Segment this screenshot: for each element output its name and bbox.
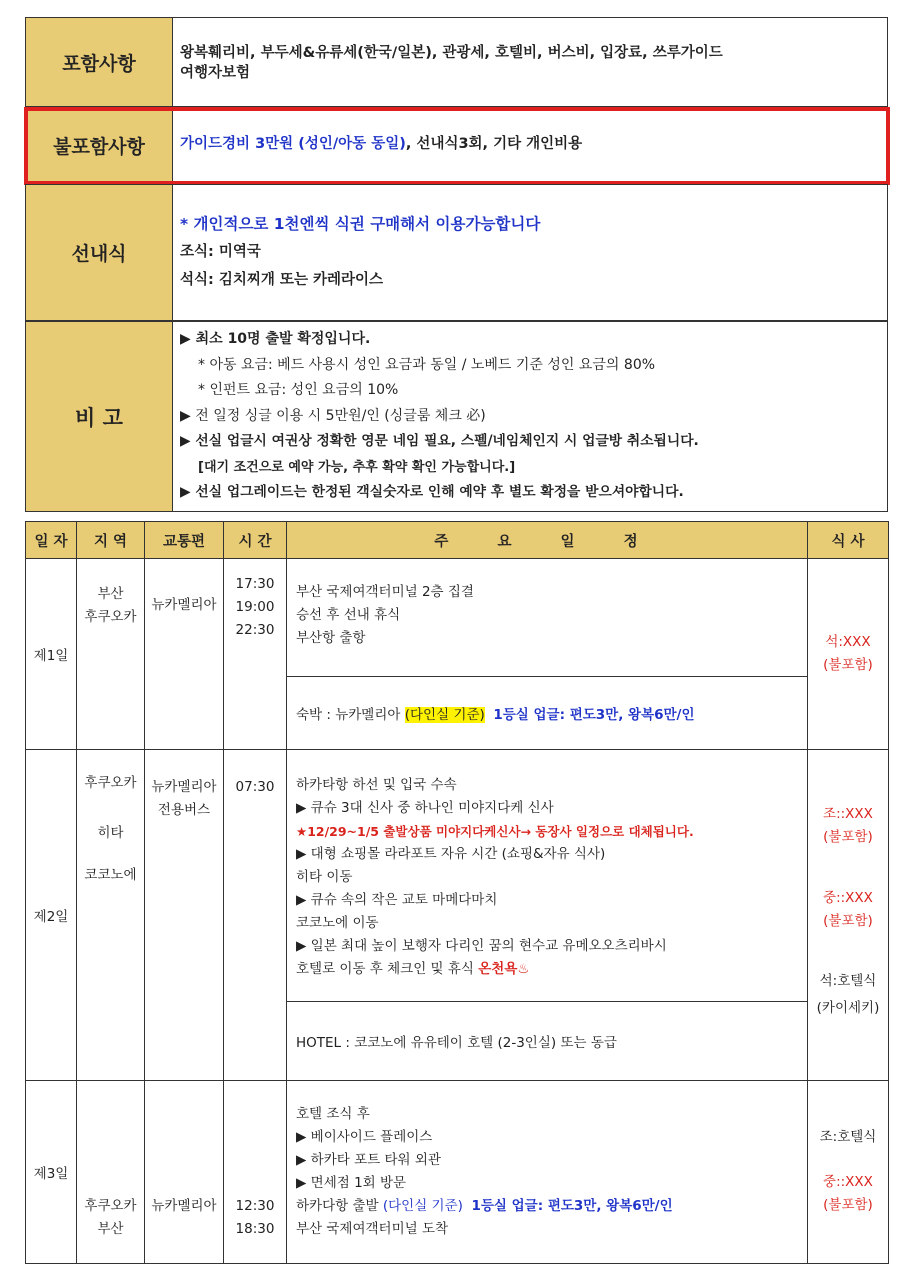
day2-meal-lunch: 중::XXX [823,890,873,906]
plan-line: ▶ 대형 쇼핑몰 라라포트 자유 시간 (쇼핑&자유 식사) [296,846,606,862]
day2-transport-2: 전용버스 [157,802,211,818]
day2-meal-dinner-type: (카이세키) [816,1000,880,1016]
plan-line [296,1195,807,1218]
day3-row [26,1081,889,1264]
plan-line: 부산 국제여객터미널 도착 [296,1221,449,1237]
excluded-label: 불포함사항 [26,108,173,183]
day1-meal [808,559,889,750]
day2-plan [287,750,808,1002]
remark-line: ▶ 전 일정 싱글 이용 시 5만원/인 (싱글룸 체크 必) [180,407,486,424]
day1-time: 19:00 [235,599,275,615]
day1-stay-prefix: 숙박 : 뉴카멜리아 [296,706,405,723]
day2-time: 07:30 [224,750,287,1081]
day3-region-1: 후쿠오카 [84,1198,137,1214]
plan-line: 부산 국제여객터미널 2층 집결 [296,584,474,600]
ship-meal-note: * 개인적으로 1천엔씩 식권 구매해서 이용가능합니다 [180,215,541,233]
plan-line: ▶ 큐슈 속의 작은 교토 마메다마치 [296,892,498,908]
included-box [25,17,888,107]
day3-region [77,1081,145,1264]
remarks-box [25,321,888,512]
day2-meal-dinner: 석:호텔식 [819,973,877,989]
ship-meal-text [180,210,881,294]
ship-meal-box [25,184,888,321]
day1-region [77,559,145,750]
day1-region-1: 부산 [97,586,124,602]
plan-line: ▶ 하카타 포트 타워 외관 [296,1152,441,1168]
header-meal: 식 사 [808,522,889,559]
plan-line: 승선 후 선내 휴식 [296,607,401,623]
plan-line: 하카타항 하선 및 입국 수속 [296,777,457,793]
remark-line: [대기 조건으로 예약 가능, 추후 확약 확인 가능합니다.] [198,459,516,475]
day1-region-2: 후쿠오카 [84,609,137,625]
header-region: 지 역 [77,522,145,559]
plan-line: ▶ 베이사이드 플레이스 [296,1129,433,1145]
day3-meal-lunch-excluded: (불포함) [823,1197,873,1213]
plan-line-notice: ★12/29~1/5 출발상품 미야지다케신사→ 동장사 일정으로 대체됩니다. [296,824,694,839]
included-text [180,42,881,85]
day2-region-3: 코코노에 [84,867,137,883]
ship-meal-breakfast: 조식: 미역국 [180,244,261,260]
ship-meal-dinner: 석식: 김치찌개 또는 카레라이스 [180,272,384,288]
included-label: 포함사항 [26,18,173,106]
day1-label: 제1일 [26,559,77,750]
day3-plan [287,1081,808,1264]
day2-plan9-prefix: 호텔로 이동 후 체크인 및 휴식 [296,961,479,977]
day3-plan5-room: (다인실 기준) [382,1198,463,1214]
plan-line: 코코노에 이동 [296,915,379,931]
day3-times [224,1081,287,1264]
day3-label: 제3일 [26,1081,77,1264]
day3-meal-breakfast: 조:호텔식 [819,1129,877,1145]
schedule-header-row [26,522,889,559]
header-time: 시 간 [224,522,287,559]
plan-line [296,958,807,981]
plan-line: ▶ 큐슈 3대 신사 중 하나인 미야지다케 신사 [296,800,554,816]
day2-label: 제2일 [26,750,77,1081]
day2-meal-lunch-excluded: (불포함) [823,913,873,929]
plan-line: ▶ 면세점 1회 방문 [296,1175,407,1191]
day1-row-main [26,559,889,677]
day3-meal-lunch: 중::XXX [823,1174,873,1190]
day1-stay [287,676,808,749]
day1-time: 22:30 [235,622,275,638]
plan-line: ▶ 일본 최대 높이 보행자 다리인 꿈의 현수교 유메오오츠리바시 [296,938,667,954]
day2-row-main [26,750,889,1002]
header-plan: 주 요 일 정 [287,522,808,559]
header-day: 일 자 [26,522,77,559]
day2-region-1: 후쿠오카 [84,775,137,791]
day1-stay-highlight: (다인실 기준) [404,706,485,723]
day2-meal-breakfast: 조::XXX [823,806,873,822]
day2-transport-1: 뉴카멜리아 [151,779,217,795]
day3-region-2: 부산 [97,1221,124,1237]
plan-line: 부산항 출항 [296,630,366,646]
remark-line: ▶ 선실 업그레이드는 한정된 객실숫자로 인해 예약 후 별도 확정을 받으셔야합니다. [180,484,684,500]
excluded-highlight-frame [24,107,890,185]
remark-line: * 인펀트 요금: 성인 요금의 10% [198,382,399,398]
day3-time: 18:30 [235,1221,275,1237]
day3-meal [808,1081,889,1264]
day2-region-2: 히타 [97,825,124,841]
remark-line: ▶ 선실 업글시 여권상 정확한 영문 네임 필요, 스펠/네임체인지 시 업글방 취소됩니다. [180,433,699,449]
day2-transport [145,750,224,1081]
day3-plan5-upgrade: 1등실 업글: 편도3만, 왕복6만/인 [471,1198,673,1214]
day1-meal-excluded: (불포함) [823,657,873,673]
remarks-label: 비 고 [26,322,173,511]
included-text-line1: 왕복훼리비, 부두세&유류세(한국/일본), 관광세, 호텔비, 버스비, 입장료, 쓰루가이드 [180,45,723,61]
day3-time: 12:30 [235,1198,275,1214]
guide-fee-text: 가이드경비 3만원 (성인/아동 동일) [180,136,406,152]
remark-line: ▶ 최소 10명 출발 확정입니다. [180,331,371,347]
header-transport: 교통편 [145,522,224,559]
day2-hotel: HOTEL : 코코노에 유유테이 호텔 (2-3인실) 또는 동급 [287,1001,808,1080]
ship-meal-label: 선내식 [26,185,173,320]
remarks-text [180,327,881,506]
day1-time: 17:30 [235,576,275,592]
day2-region [77,750,145,1081]
day3-plan5-prefix: 하카다항 출발 [296,1198,383,1214]
day1-plan [287,559,808,677]
day1-meal-dinner: 석:XXX [825,634,871,650]
plan-line: 호텔 조식 후 [296,1106,370,1122]
plan-line: 히타 이동 [296,869,353,885]
day2-meal [808,750,889,1081]
day3-transport: 뉴카멜리아 [145,1081,224,1264]
day1-transport: 뉴카멜리아 [145,559,224,750]
day1-times [224,559,287,750]
remark-line: * 아동 요금: 베드 사용시 성인 요금과 동일 / 노베드 기준 성인 요금의 80% [198,356,656,373]
hot-spring-text: 온천욕♨ [478,961,530,977]
included-text-line2: 여행자보험 [180,65,251,81]
day2-meal-breakfast-excluded: (불포함) [823,829,873,845]
day1-stay-upgrade: 1등실 업글: 편도3만, 왕복6만/인 [493,706,695,723]
excluded-rest-text: , 선내식3회, 기타 개인비용 [405,136,583,152]
schedule-table [25,521,889,1264]
